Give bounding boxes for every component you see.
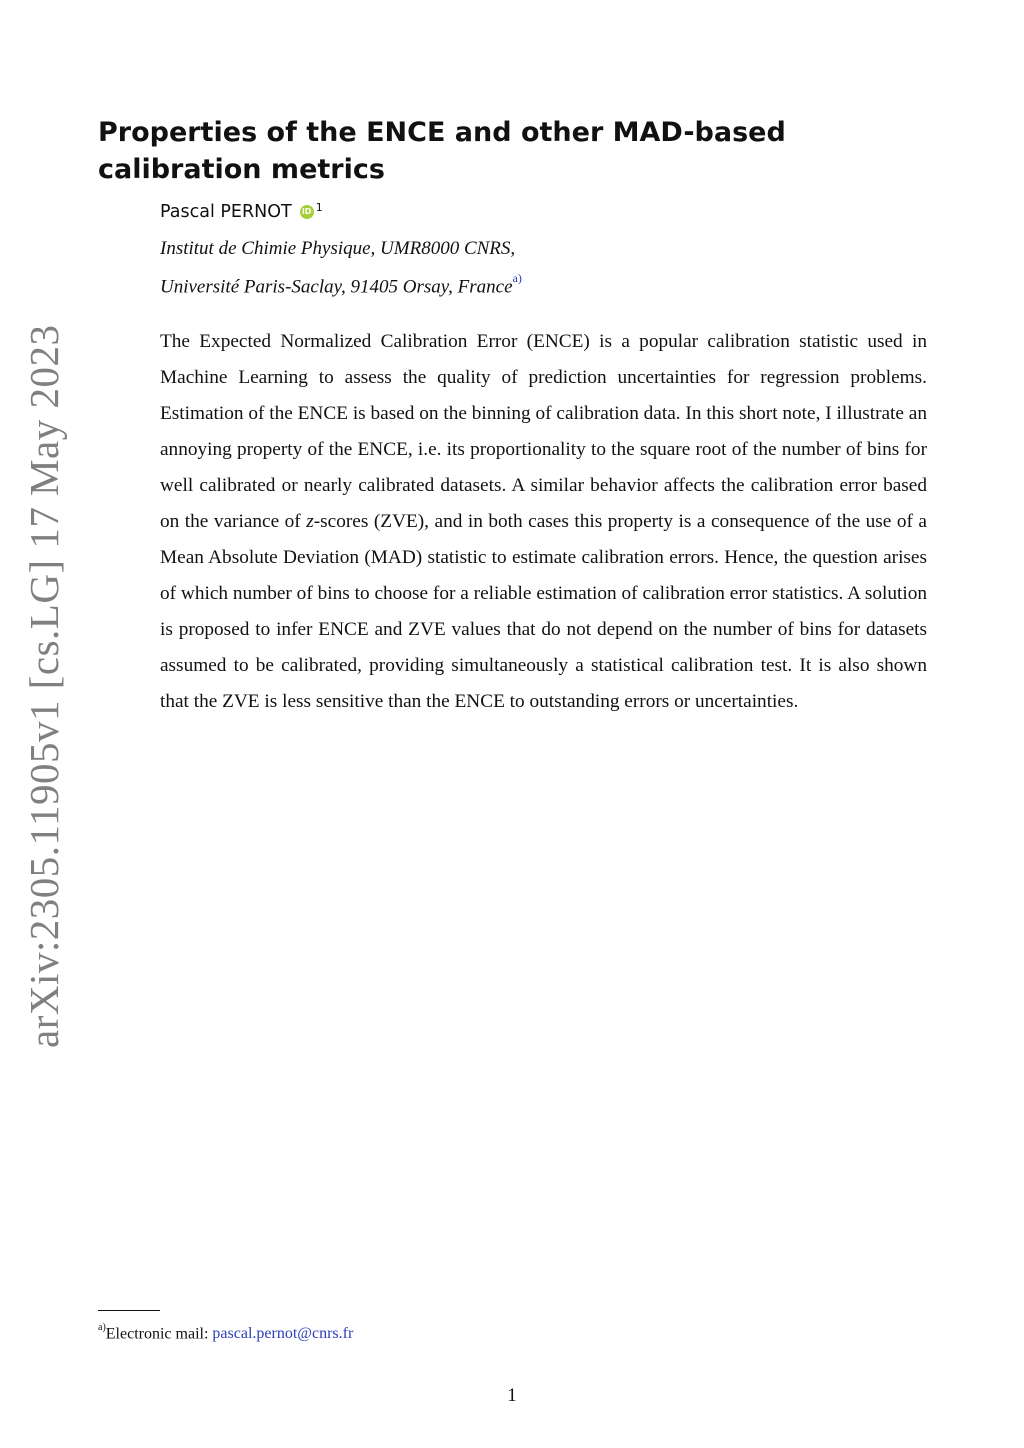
author-affiliation-mark: 1 [315,200,323,214]
affiliation-line-1: Institut de Chimie Physique, UMR8000 CNRS, [160,238,516,259]
affiliation-line-2-text: Université Paris-Saclay, 91405 Orsay, France [160,276,513,298]
abstract-part-1: The Expected Normalized Calibration Error (ENCE) is a popular calibration statistic used in Machine Learning to assess the quality of prediction uncertainties for regression problems. Estimation of the ENCE is based on the binning of calibration data. In this short note, I illustrate an annoying property of the ENCE, i.e. its proportionality to the square root of the number of bins for well calibrated or nearly calibrated datasets. A similar behavior affects the calibration error based on the variance of [160,331,927,532]
author-name: Pascal PERNOT [160,202,292,222]
footnote-mark: a) [98,1322,106,1333]
footnote-rule [98,1310,160,1311]
affiliation-footnote-mark[interactable]: a) [512,271,522,285]
author-line [160,202,323,222]
arxiv-identifier-stamp: arXiv:2305.11905v1 [cs.LG] 17 May 2023 [21,324,67,1048]
page-number: 1 [507,1385,517,1406]
orcid-icon[interactable]: iD [300,205,314,219]
affiliation-line-2 [160,271,522,298]
footnote [98,1324,353,1343]
footnote-label: Electronic mail: [105,1325,209,1343]
paper-title: Properties of the ENCE and other MAD-based calibration metrics [98,117,786,185]
abstract-part-2: -scores (ZVE), and in both cases this property is a consequence of the use of a Mean Absolute Deviation (MAD) statistic to estimate calibration errors. Hence, the question arises of which number of bins to choose for a reliable estimation of calibration error statistics. A solution is proposed to infer ENCE and ZVE values that do not depend on the number of bins for datasets assumed to be calibrated, providing simultaneously a statistical calibration test. It is also shown that the ZVE is less sensitive than the ENCE to outstanding errors or uncertainties. [160,511,927,712]
abstract-z-symbol: z [306,511,314,532]
email-link[interactable]: pascal.pernot@cnrs.fr [212,1325,354,1343]
abstract [160,324,927,720]
